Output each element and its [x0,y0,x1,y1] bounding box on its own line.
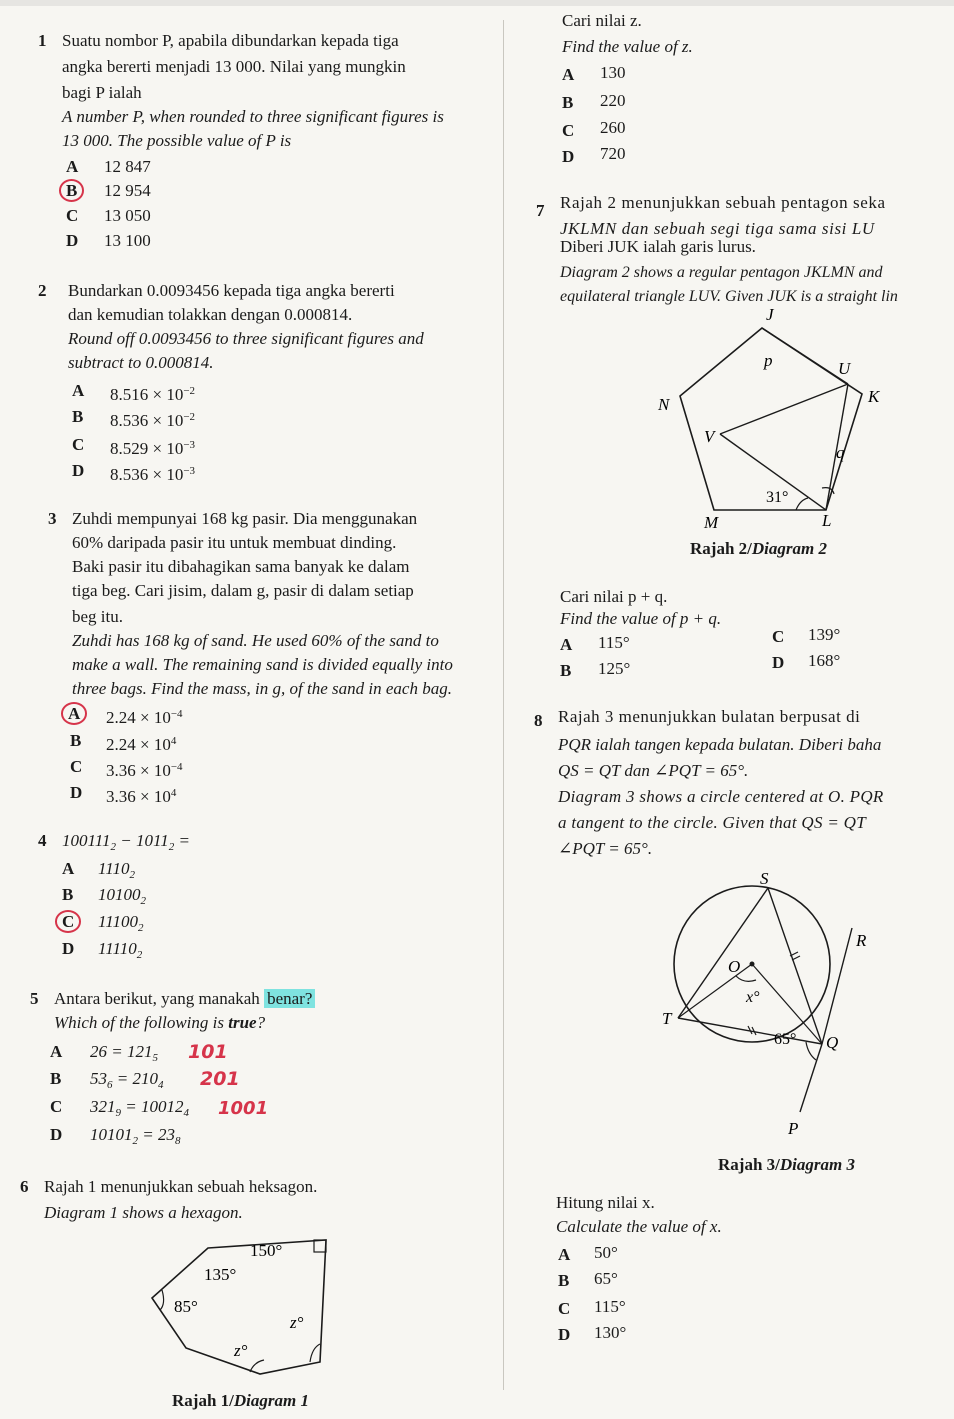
angle-arc [250,1360,264,1372]
find-text-ms: Cari nilai p + q. [560,587,668,606]
find-text-en: Find the value of p + q. [560,609,722,628]
option-letter[interactable]: A [562,65,575,84]
option-value: 115° [598,633,630,652]
pentagon-diagram [656,306,896,536]
option-letter[interactable]: A [72,381,85,400]
option-letter[interactable]: D [66,231,79,250]
option-value: $11100_2$ [98,912,144,934]
angle-label-x: x° [746,989,760,1006]
question-text-en: Zuhdi has 168 kg of sand. He used 60% of the sand to [72,631,439,650]
option-letter-selected[interactable]: C [62,911,81,933]
question-text-en: make a wall. The remaining sand is divided equally into [72,655,453,674]
question-text-en: Diagram 1 shows a hexagon. [44,1203,243,1222]
option-letter[interactable]: C [772,627,785,646]
angle-label-85: 85° [174,1297,198,1316]
option-value: $8.536 \times 10^{-3}$ [110,465,196,484]
center-point [750,962,755,967]
vertex-label-U: U [838,359,851,378]
option-letter[interactable]: B [70,731,82,750]
angle-arc [160,1290,164,1310]
handwritten-note: 1001 [218,1098,269,1119]
question-number: 8 [534,711,543,730]
angle-arc-31 [796,498,808,510]
option-value: 115° [594,1297,626,1316]
vertex-label-K: K [868,387,880,406]
option-letter[interactable]: B [558,1271,570,1290]
question-text-ms: Bundarkan 0.0093456 kepada tiga angka bererti [68,281,395,300]
question-text-en: A number P, when rounded to three significant figures is [62,107,444,126]
question-text-ms: Suatu nombor P, apabila dibundarkan kepada tiga [62,31,399,50]
handwritten-note: 101 [188,1041,228,1063]
option-letter[interactable]: B [62,885,74,904]
option-letter[interactable]: B [72,407,84,426]
line-SQ [768,888,822,1044]
circle-diagram [662,868,912,1148]
vertex-label-M: M [704,513,719,532]
question-text-en: Diagram 3 shows a circle centered at O. PQR [558,787,884,806]
option-letter[interactable]: D [70,783,83,802]
diagram-caption: Rajah 3/Diagram 3 [718,1155,855,1174]
angle-arc-x [736,976,756,981]
question-text-en: three bags. Find the mass, in g, of the sand in each bag. [72,679,452,698]
option-letter[interactable]: B [560,661,572,680]
option-value: $11110_2$ [98,939,143,961]
question-text-ms: Zuhdi mempunyai 168 kg pasir. Dia menggunakan [72,509,418,528]
question-text-ms: Rajah 1 menunjukkan sebuah heksagon. [44,1177,318,1196]
option-letter-selected[interactable]: B [66,180,84,202]
option-value: 12 954 [104,181,151,200]
option-letter[interactable]: B [50,1069,62,1088]
option-letter[interactable]: C [70,757,83,776]
find-text-en: Calculate the value of x. [556,1217,722,1236]
option-value: $2.24 \times 10^{-4}$ [106,708,183,727]
angle-label-z: z° [290,1313,304,1332]
line-JU [762,328,848,384]
option-letter[interactable]: A [560,635,573,654]
option-letter[interactable]: D [562,147,575,166]
option-letter[interactable]: D [558,1325,571,1344]
option-letter[interactable]: D [62,939,75,958]
option-value: $26 = 121_5$ [90,1042,158,1064]
question-text-en: Diagram 2 shows a regular pentagon JKLMN and [560,264,883,281]
option-letter[interactable]: D [772,653,785,672]
question-number: 4 [38,831,47,850]
diagram-caption: Rajah 2/Diagram 2 [690,539,827,558]
option-value: 13 050 [104,206,151,225]
option-letter[interactable]: C [558,1299,571,1318]
option-letter[interactable]: D [50,1125,63,1144]
point-label-T: T [662,1009,672,1028]
question-number: 7 [536,201,545,220]
radius-OT [678,964,752,1018]
question-text-en: Round off 0.0093456 to three significant figures and [68,329,424,348]
right-column [508,0,954,1419]
question-text-ms: beg itu. [72,607,123,626]
option-letter[interactable]: C [50,1097,63,1116]
question-text-ms: Baki pasir itu dibahagikan sama banyak ke dalam [72,557,410,576]
question-number: 2 [38,281,47,300]
question-number: 1 [38,31,47,50]
option-letter[interactable]: C [72,435,85,454]
question-text-ms: QS = QT dan ∠PQT = 65°. [558,761,749,780]
point-label-Q: Q [826,1033,839,1052]
option-value: $8.529 \times 10^{-3}$ [110,439,196,458]
option-letter[interactable]: C [66,206,79,225]
option-letter[interactable]: C [562,121,575,140]
angle-arc-65 [806,1042,816,1060]
question-text-ms: dan kemudian tolakkan dengan 0.000814. [68,305,353,324]
handwritten-note: 201 [200,1068,240,1090]
question-text-ms: Rajah 2 menunjukkan sebuah pentagon seka [560,193,886,212]
vertex-label-N: N [658,395,670,414]
option-value: $8.516 \times 10^{-2}$ [110,385,196,404]
equal-tick [748,1026,752,1034]
option-value: $3.36 \times 10^{-4}$ [106,761,183,780]
option-value: 65° [594,1269,618,1288]
option-value: $2.24 \times 10^4$ [106,735,177,754]
question-number: 6 [20,1177,29,1196]
question-text-ms: Antara berikut, yang manakah benar? [54,988,315,1010]
angle-label-135: 135° [204,1265,237,1284]
question-text-ms: Diberi JUK ialah garis lurus. [560,237,756,256]
option-value: 220 [600,91,626,110]
option-value: 13 100 [104,231,151,250]
right-angle-mark [314,1240,326,1252]
option-value: 139° [808,625,841,644]
equal-tick [792,956,800,960]
option-value: $3.36 \times 10^4$ [106,787,177,806]
angle-label-65: 65° [774,1031,797,1048]
question-text-ms: bagi P ialah [62,83,142,102]
question-text-en: Which of the following is true? [54,1013,266,1032]
point-label-R: R [856,931,867,950]
option-value: $321_9 = 10012_4$ [90,1097,189,1119]
highlighted-word: benar? [264,989,315,1008]
question-text-ms: PQR ialah tangen kepada bulatan. Diberi baha [558,735,882,754]
option-value: 260 [600,118,626,137]
angle-label-z: z° [234,1341,248,1360]
option-value: $10100_2$ [98,885,146,907]
line-UV [720,384,848,434]
option-letter-selected[interactable]: A [68,703,87,725]
angle-label-p: p [764,351,773,370]
option-value: 168° [808,651,841,670]
question-number: 5 [30,989,39,1008]
option-value: 720 [600,144,626,163]
option-letter[interactable]: A [62,859,75,878]
angle-label-31: 31° [766,489,789,506]
option-value: $1110_2$ [98,859,135,881]
point-label-S: S [760,869,769,888]
find-text-ms: Hitung nilai x. [556,1193,655,1212]
question-text-ms: 60% daripada pasir itu untuk membuat dinding. [72,533,397,552]
question-text-ms: Rajah 3 menunjukkan bulatan berpusat di [558,707,861,726]
angle-label-q: q [836,443,845,462]
option-letter[interactable]: A [66,157,79,176]
option-value: $8.536 \times 10^{-2}$ [110,411,196,430]
option-value: 50° [594,1243,618,1262]
option-value: 130 [600,63,626,82]
point-label-P: P [788,1119,799,1138]
question-text-en: equilateral triangle LUV. Given JUK is a straight lin [560,288,898,305]
vertex-label-L: L [822,511,832,530]
option-value: 130° [594,1323,627,1342]
question-text-ms: tiga beg. Cari jisim, dalam g, pasir di dalam setiap [72,581,414,600]
option-letter[interactable]: B [562,93,574,112]
question-text-en: 13 000. The possible value of P is [62,131,292,150]
question-number: 3 [48,509,57,528]
diagram-caption: Rajah 1/Diagram 1 [172,1391,309,1410]
question-text-ms: angka bererti menjadi 13 000. Nilai yang mungkin [62,57,406,76]
angle-label-150: 150° [250,1241,283,1260]
find-text-en: Find the value of z. [562,37,693,56]
vertex-label-V: V [704,427,715,446]
question-text-en: subtract to 0.000814. [68,353,214,372]
question-text-en: a tangent to the circle. Given that QS = QT [558,813,866,832]
vertex-label-J: J [766,306,774,324]
angle-arc [310,1344,320,1362]
option-letter[interactable]: D [72,461,85,480]
hexagon-diagram [140,1232,370,1382]
option-value: 125° [598,659,631,678]
option-letter[interactable]: A [558,1245,571,1264]
question-text-ms: JKLMN dan sebuah segi tiga sama sisi LU [560,219,875,238]
column-divider [503,20,504,1390]
option-letter[interactable]: A [50,1042,63,1061]
find-text-ms: Cari nilai z. [562,11,642,30]
question-text-en: ∠PQT = 65°. [558,839,653,858]
option-value: $10101_2 = 23_8$ [90,1125,181,1147]
option-value: 12 847 [104,157,151,176]
question-expression: $100111_2 - 1011_2$ = [62,831,190,853]
point-label-O: O [728,957,741,976]
option-value: $53_6 = 210_4$ [90,1069,164,1091]
